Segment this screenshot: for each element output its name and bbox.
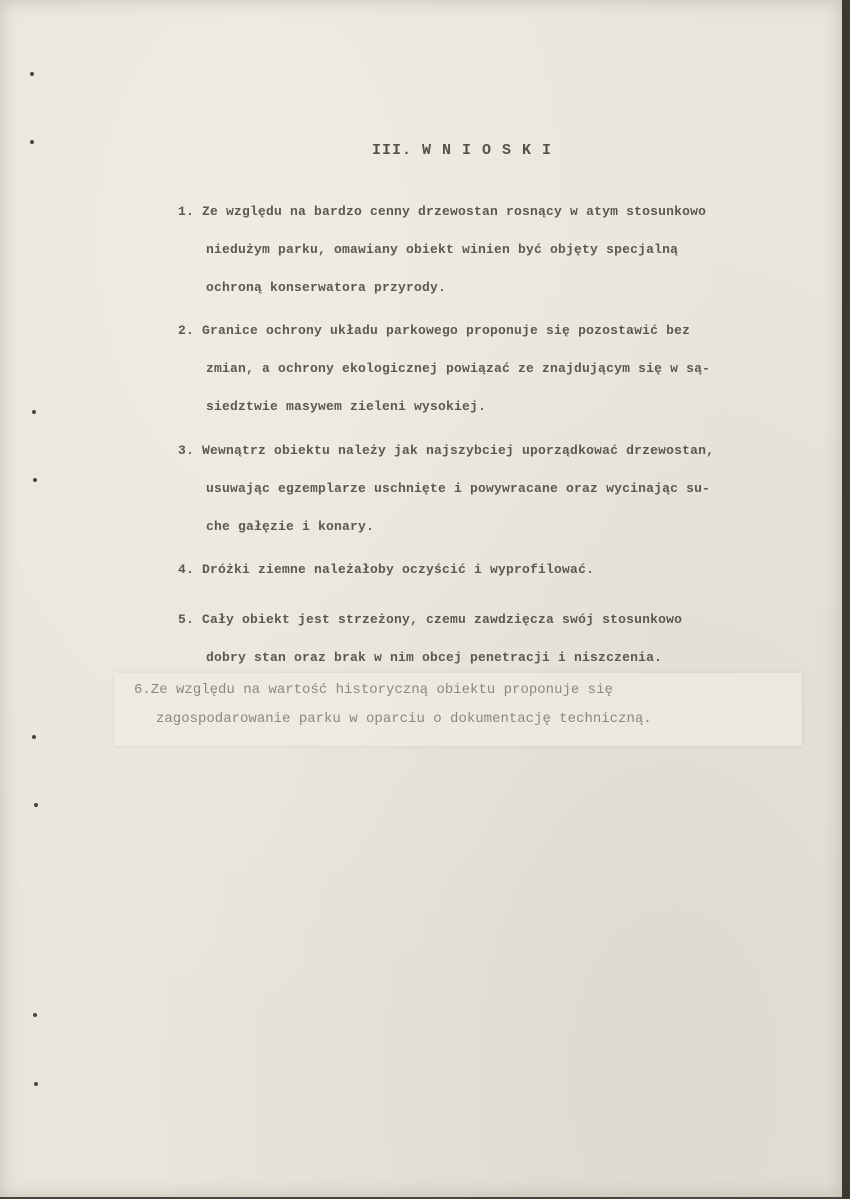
punch-mark — [32, 735, 36, 739]
punch-mark — [30, 72, 34, 76]
list-item-line: zagospodarowanie parku w oparciu o dokumentację techniczną. — [156, 711, 652, 727]
punch-mark — [34, 1082, 38, 1086]
list-item-line: 3. Wewnątrz obiektu należy jak najszybciej uporządkować drzewostan, — [178, 443, 715, 458]
list-item-1 — [178, 193, 778, 307]
punch-mark — [30, 140, 34, 144]
list-item-line: zmian, a ochrony ekologicznej powiązać ze znajdującym się w są- — [206, 361, 711, 376]
list-item-line: 4. Dróżki ziemne należałoby oczyścić i wyprofilować. — [178, 562, 595, 577]
list-item-line: 6.Ze względu na wartość historyczną obiektu proponuje się — [134, 682, 613, 698]
list-item-4 — [178, 551, 778, 589]
list-item-line: usuwając egzemplarze uschnięte i powywracane oraz wycinając su- — [206, 481, 711, 496]
list-item-line: ochroną konserwatora przyrody. — [206, 280, 447, 295]
list-item-line: che gałęzie i konary. — [206, 519, 375, 534]
punch-mark — [32, 410, 36, 414]
list-item-line: 5. Cały obiekt jest strzeżony, czemu zawdzięcza swój stosunkowo — [178, 612, 683, 627]
list-item-line: siedztwie masywem zieleni wysokiej. — [206, 399, 487, 414]
list-item-6 — [134, 676, 652, 734]
list-item-2 — [178, 312, 778, 426]
list-item-line: 1. Ze względu na bardzo cenny drzewostan rosnący w atym stosunkowo — [178, 204, 707, 219]
punch-mark — [34, 803, 38, 807]
list-item-line: niedużym parku, omawiany obiekt winien być objęty specjalną — [206, 242, 679, 257]
list-item-line: dobry stan oraz brak w nim obcej penetracji i niszczenia. — [206, 650, 663, 665]
punch-mark — [33, 1013, 37, 1017]
list-item-5 — [178, 601, 778, 677]
list-item-line: 2. Granice ochrony układu parkowego proponuje się pozostawić bez — [178, 323, 691, 338]
document-title: III. W N I O S K I — [372, 142, 553, 159]
punch-mark — [33, 478, 37, 482]
scan-border — [842, 0, 850, 1199]
list-item-3 — [178, 432, 778, 546]
